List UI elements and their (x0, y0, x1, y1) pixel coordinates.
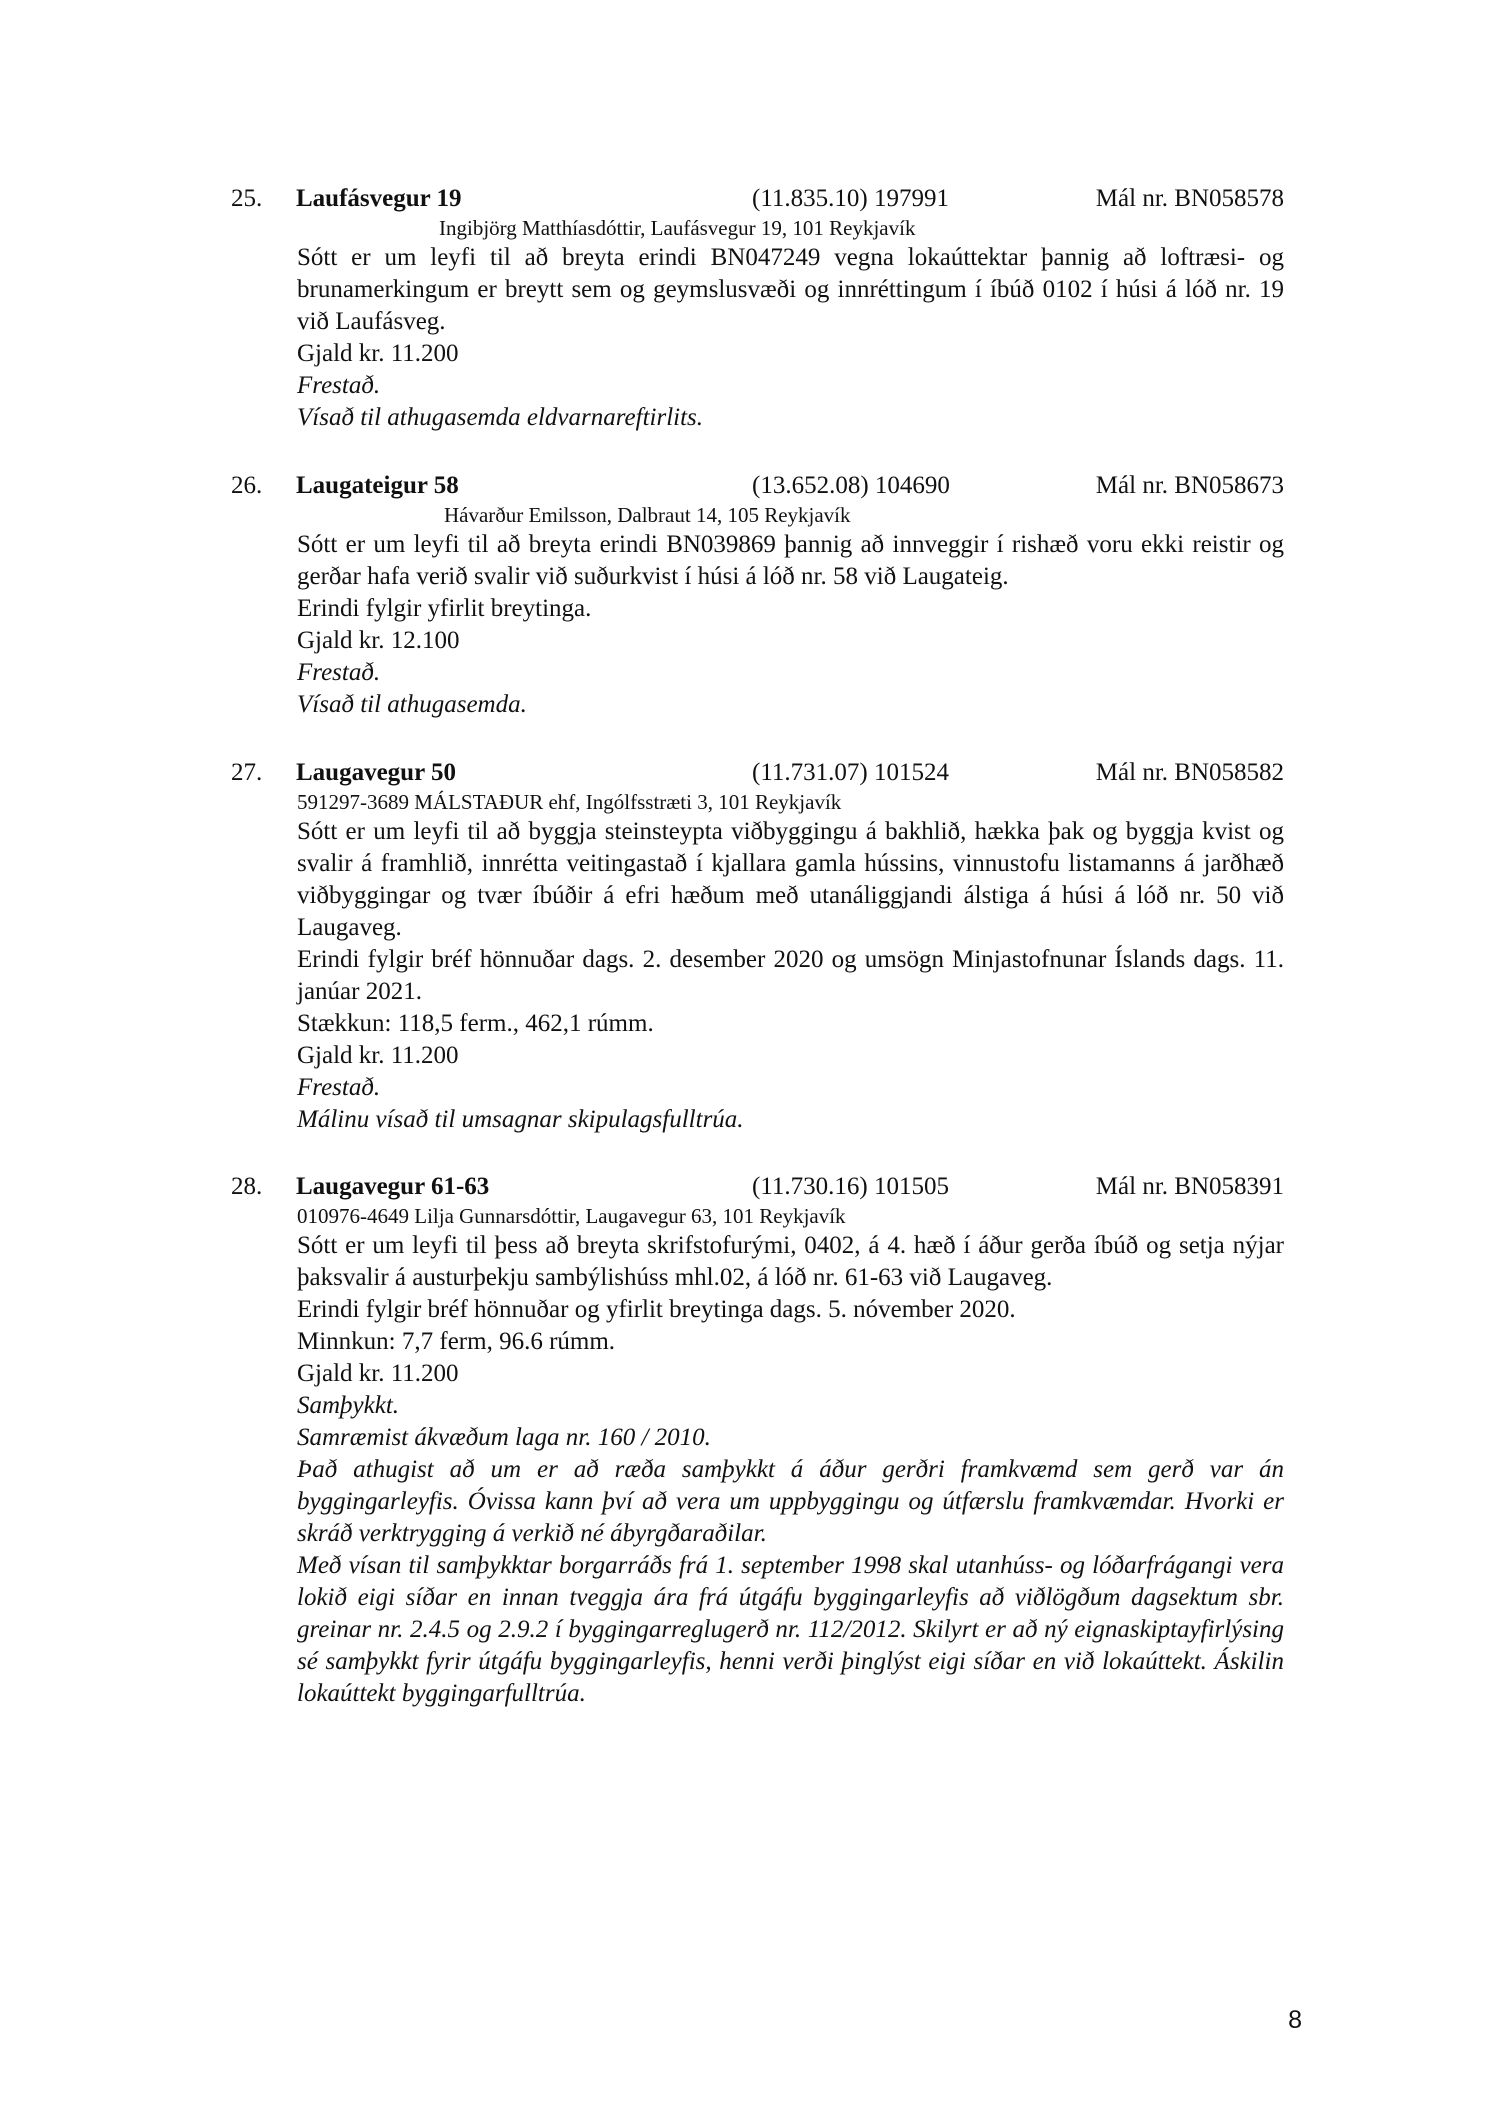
item-number: 27. (231, 759, 263, 786)
fee: Gjald kr. 12.100 (297, 627, 460, 654)
applicant: 591297-3689 MÁLSTAÐUR ehf, Ingólfsstræti 3, 101 Reykjavík (297, 790, 842, 814)
agenda-item-28 (231, 1170, 1284, 1710)
condition: Það athugist að um er að ræða samþykkt á áður gerðri framkvæmd sem gerð var án byggingarleyfis. Óvissa kann því að vera um uppbyggingu og útfærslu framkvæmdar. Hvorki er skráð verktrygging á verkið né ábyrgðaraðilar. (297, 1456, 1284, 1547)
land-id: (13.652.08) 104690 (752, 472, 950, 499)
status: Frestað. (297, 1074, 381, 1101)
applicant: Ingibjörg Matthíasdóttir, Laufásvegur 19, 101 Reykjavík (439, 216, 916, 240)
fee: Gjald kr. 11.200 (297, 1360, 459, 1387)
item-body (297, 242, 1284, 434)
item-number: 26. (231, 472, 263, 499)
attachment: Erindi fylgir bréf hönnuðar dags. 2. desember 2020 og umsögn Minjastofnunar Íslands dags. 11. janúar 2021. (297, 946, 1284, 1005)
item-address: Laufásvegur 19 (296, 185, 462, 212)
case-number: Mál nr. BN058673 (1095, 472, 1284, 499)
item-address: Laugavegur 61-63 (296, 1173, 490, 1200)
status: Frestað. (297, 372, 381, 399)
applicant: Hávarður Emilsson, Dalbraut 14, 105 Reykjavík (444, 503, 851, 527)
attachment: Erindi fylgir yfirlit breytinga. (297, 595, 592, 622)
item-address: Laugavegur 50 (296, 759, 456, 786)
item-body (297, 816, 1284, 1136)
case-number: Mál nr. BN058582 (1095, 759, 1284, 786)
description: Sótt er um leyfi til þess að breyta skrifstofurými, 0402, á 4. hæð í áður gerða íbúð og setja nýjar þaksvalir á austurþekju sambýlishúss mhl.02, á lóð nr. 61-63 við Laugaveg. (297, 1232, 1284, 1291)
note: Málinu vísað til umsagnar skipulagsfulltrúa. (297, 1106, 744, 1133)
item-body (297, 1230, 1284, 1710)
attachment: Erindi fylgir bréf hönnuðar og yfirlit breytinga dags. 5. nóvember 2020. (297, 1296, 1016, 1323)
item-header (231, 756, 1284, 789)
item-address: Laugateigur 58 (296, 472, 459, 499)
condition: Samræmist ákvæðum laga nr. 160 / 2010. (297, 1424, 711, 1451)
case-number: Mál nr. BN058391 (1095, 1173, 1284, 1200)
description: Sótt er um leyfi til að byggja steinsteypta viðbyggingu á bakhlið, hækka þak og byggja kvist og svalir á framhlið, innrétta veitingastað í kjallara gamla hússins, vinnustofu listamanns á jarðhæð viðbyggingar og tvær íbúðir á efri hæðum með utanáliggjandi álstiga á húsi á lóð nr. 50 við Laugaveg. (297, 818, 1284, 941)
fee: Gjald kr. 11.200 (297, 1042, 459, 1069)
item-body (297, 529, 1284, 721)
item-header (231, 1170, 1284, 1203)
page-number: 8 (1288, 2006, 1302, 2034)
land-id: (11.835.10) 197991 (752, 185, 949, 212)
case-number: Mál nr. BN058578 (1095, 185, 1284, 212)
item-number: 28. (231, 1173, 263, 1200)
item-header (231, 182, 1284, 215)
note: Vísað til athugasemda. (297, 691, 527, 718)
size-change: Minnkun: 7,7 ferm, 96.6 rúmm. (297, 1328, 616, 1355)
status: Frestað. (297, 659, 381, 686)
agenda-item-26 (231, 469, 1284, 721)
land-id: (11.730.16) 101505 (752, 1173, 949, 1200)
land-id: (11.731.07) 101524 (752, 759, 949, 786)
item-number: 25. (231, 185, 263, 212)
fee: Gjald kr. 11.200 (297, 340, 459, 367)
agenda-item-27 (231, 756, 1284, 1136)
item-header (231, 469, 1284, 502)
applicant: 010976-4649 Lilja Gunnarsdóttir, Laugavegur 63, 101 Reykjavík (297, 1204, 846, 1228)
agenda-item-25 (231, 182, 1284, 434)
size-change: Stækkun: 118,5 ferm., 462,1 rúmm. (297, 1010, 654, 1037)
description: Sótt er um leyfi til að breyta erindi BN039869 þannig að innveggir í rishæð voru ekki reistir og gerðar hafa verið svalir við suðurkvist í húsi á lóð nr. 58 við Laugateig. (297, 531, 1284, 590)
status: Samþykkt. (297, 1392, 400, 1419)
condition: Með vísan til samþykktar borgarráðs frá 1. september 1998 skal utanhúss- og lóðarfrágangi vera lokið eigi síðar en innan tveggja ára frá útgáfu byggingarleyfis að viðlögðum dagsektum sbr. greinar nr. 2.4.5 og 2.9.2 í byggingarreglugerð nr. 112/2012. Skilyrt er að ný eignaskiptayfirlýsing sé samþykkt fyrir útgáfu byggingarleyfis, henni verði þinglýst eigi síðar en við lokaúttekt. Áskilin lokaúttekt byggingarfulltrúa. (297, 1552, 1284, 1707)
description: Sótt er um leyfi til að breyta erindi BN047249 vegna lokaúttektar þannig að loftræsi- og brunamerkingum er breytt sem og geymslusvæði og innréttingum í íbúð 0102 í húsi á lóð nr. 19 við Laufásveg. (297, 244, 1284, 335)
note: Vísað til athugasemda eldvarnareftirlits. (297, 404, 704, 431)
